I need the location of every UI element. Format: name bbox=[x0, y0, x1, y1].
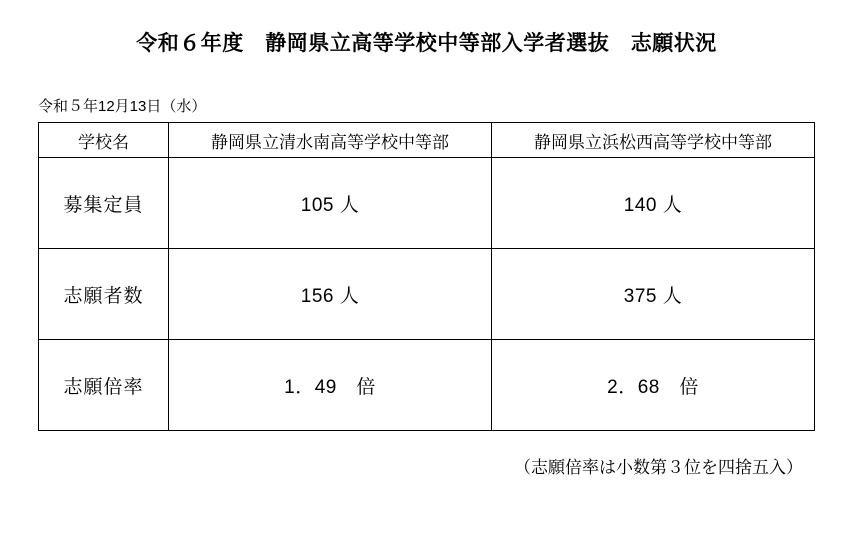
capacity-shimizuminami: 105 人 bbox=[169, 158, 492, 249]
application-status-table bbox=[38, 122, 815, 431]
row-label-applicants: 志願者数 bbox=[39, 249, 169, 340]
table-row bbox=[39, 340, 815, 431]
ratio-shimizuminami: 1．49 倍 bbox=[169, 340, 492, 431]
table-header bbox=[39, 123, 815, 158]
applicants-hamamatsunishi: 375 人 bbox=[492, 249, 815, 340]
table-body bbox=[39, 158, 815, 431]
table-row bbox=[39, 249, 815, 340]
column-header-hamamatsunishi: 静岡県立浜松西高等学校中等部 bbox=[492, 123, 815, 158]
table-container bbox=[0, 116, 853, 431]
column-header-shimizuminami: 静岡県立清水南高等学校中等部 bbox=[169, 123, 492, 158]
document-date: 令和５年12月13日（水） bbox=[38, 98, 207, 115]
column-header-school-name: 学校名 bbox=[39, 123, 169, 158]
table-row bbox=[39, 158, 815, 249]
page-title: 令和６年度 静岡県立高等学校中等部入学者選抜 志願状況 bbox=[136, 32, 717, 55]
row-label-ratio: 志願倍率 bbox=[39, 340, 169, 431]
table-header-row bbox=[39, 123, 815, 158]
ratio-hamamatsunishi: 2．68 倍 bbox=[492, 340, 815, 431]
capacity-hamamatsunishi: 140 人 bbox=[492, 158, 815, 249]
footnote: （志願倍率は小数第３位を四捨五入） bbox=[514, 458, 803, 477]
row-label-capacity: 募集定員 bbox=[39, 158, 169, 249]
applicants-shimizuminami: 156 人 bbox=[169, 249, 492, 340]
